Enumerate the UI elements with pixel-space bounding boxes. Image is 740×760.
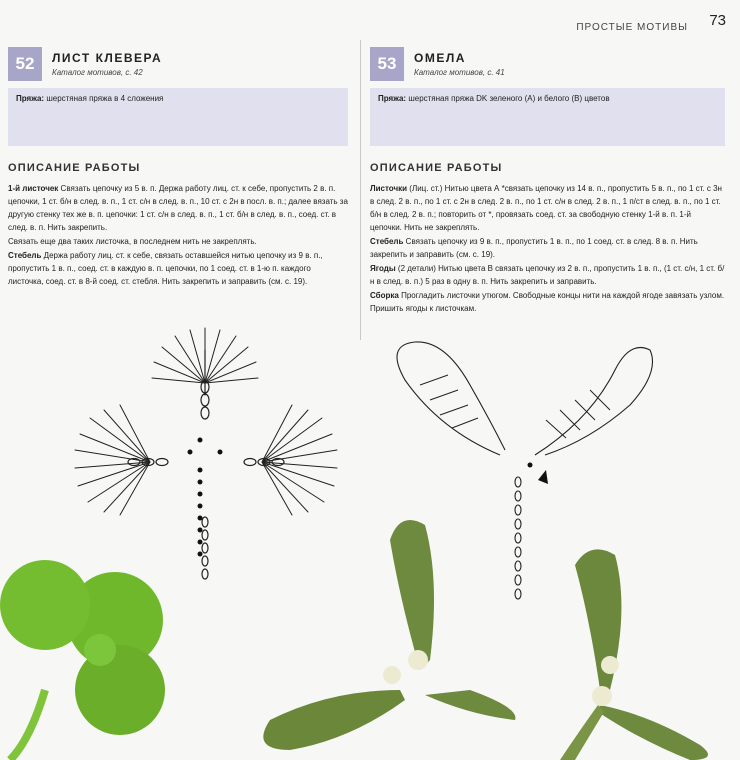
motif-number-badge: 53 xyxy=(370,47,404,81)
instruction-paragraph xyxy=(370,289,725,315)
instruction-paragraph xyxy=(370,235,725,261)
instruction-paragraph xyxy=(8,249,348,288)
paragraph-text: (2 детали) Нитью цвета В связать цепочку из 2 в. п., пропустить 1 в. п., (1 ст. с/н, 1 ст. б/н в след. в. п.) 5 раз в одну в. п. Нить закрепить и заправить. xyxy=(370,264,725,286)
motif-title: ОМЕЛА xyxy=(414,51,466,65)
instructions xyxy=(370,182,725,316)
paragraph-text: Связать цепочку из 5 в. п. Держа работу лиц. ст. к себе, пропустить 2 в. п. цепочки, 1 ст. б/н в след. в. п., 1 ст. с/н в след. в. п., 10 ст. с 2н в посл. в. п.; далее вязать за другую стенку тех же в. п. цепочки: 1 ст. с/н в след. в. п., 1 ст. б/н в след. в. п., соед. ст. в след. в. п. Нить закрепить. xyxy=(8,184,348,232)
mistletoe-photo xyxy=(263,520,708,760)
catalog-reference: Каталог мотивов, с. 41 xyxy=(414,68,505,77)
catalog-reference: Каталог мотивов, с. 42 xyxy=(52,68,143,77)
yarn-box xyxy=(370,88,725,146)
paragraph-label: Листочки xyxy=(370,184,408,193)
section-title: ОПИСАНИЕ РАБОТЫ xyxy=(8,162,141,174)
paragraph-text: (Лиц. ст.) Нитью цвета А *связать цепочку из 14 в. п., пропустить 5 в. п., по 1 ст. с 3н в след. 2 в. п., по 1 ст. с 2н в след. 2 в. п., по 1 ст. с/н в след. 2 в. п., 1 п/ст в след. в. п., по 1 ст. б/н в след. 2 в. п.; повторить от *, провязать соед. ст. за свободную стенку 1-й в. п. 1-й цепочки. Нить не закреплять. xyxy=(370,184,722,232)
yarn-text: шерстяная пряжа в 4 сложения xyxy=(46,94,164,103)
instruction-paragraph xyxy=(8,235,348,248)
instruction-paragraph xyxy=(8,182,348,234)
paragraph-label: 1-й листочек xyxy=(8,184,59,193)
motif-number-badge: 52 xyxy=(8,47,42,81)
paragraph-text: Связать цепочку из 9 в. п., пропустить 1 в. п., по 1 соед. ст. в след. 8 в. п. Нить закрепить и заправить (см. с. 19). xyxy=(370,237,698,259)
yarn-box xyxy=(8,88,348,146)
paragraph-text: Держа работу лиц. ст. к себе, связать оставшейся нитью цепочку из 9 в. п., пропустить 1 в. п., соед. ст. в каждую в. п. цепочки, по 1 соед. ст. в 1-ю п. каждого листочка, соед. ст. в 8-й соед. ст. стебля. Нить закрепить и заправить (см. с. 19). xyxy=(8,251,323,286)
page-spine-divider xyxy=(360,40,361,340)
page-number: 73 xyxy=(709,12,726,29)
paragraph-label: Стебель xyxy=(370,237,404,246)
paragraph-label: Стебель xyxy=(8,251,42,260)
instructions xyxy=(8,182,348,289)
yarn-label: Пряжа: xyxy=(16,94,45,103)
paragraph-label: Сборка xyxy=(370,291,399,300)
section-title: ОПИСАНИЕ РАБОТЫ xyxy=(370,162,503,174)
motif-53-header xyxy=(370,46,505,82)
motif-52-header xyxy=(8,46,162,82)
motif-title: ЛИСТ КЛЕВЕРА xyxy=(52,51,163,65)
yarn-label: Пряжа: xyxy=(378,94,407,103)
instruction-paragraph xyxy=(370,262,725,288)
paragraph-text: Связать еще два таких листочка, в последнем нить не закреплять. xyxy=(8,237,257,246)
instruction-paragraph xyxy=(370,182,725,234)
paragraph-text: Прогладить листочки утюгом. Свободные концы нити на каждой ягоде завязать узлом. Пришить ягоды к листочкам. xyxy=(370,291,725,313)
running-head: ПРОСТЫЕ МОТИВЫ xyxy=(576,22,688,33)
clover-photo xyxy=(0,560,165,760)
paragraph-label: Ягоды xyxy=(370,264,396,273)
yarn-text: шерстяная пряжа DK зеленого (A) и белого (B) цветов xyxy=(408,94,610,103)
